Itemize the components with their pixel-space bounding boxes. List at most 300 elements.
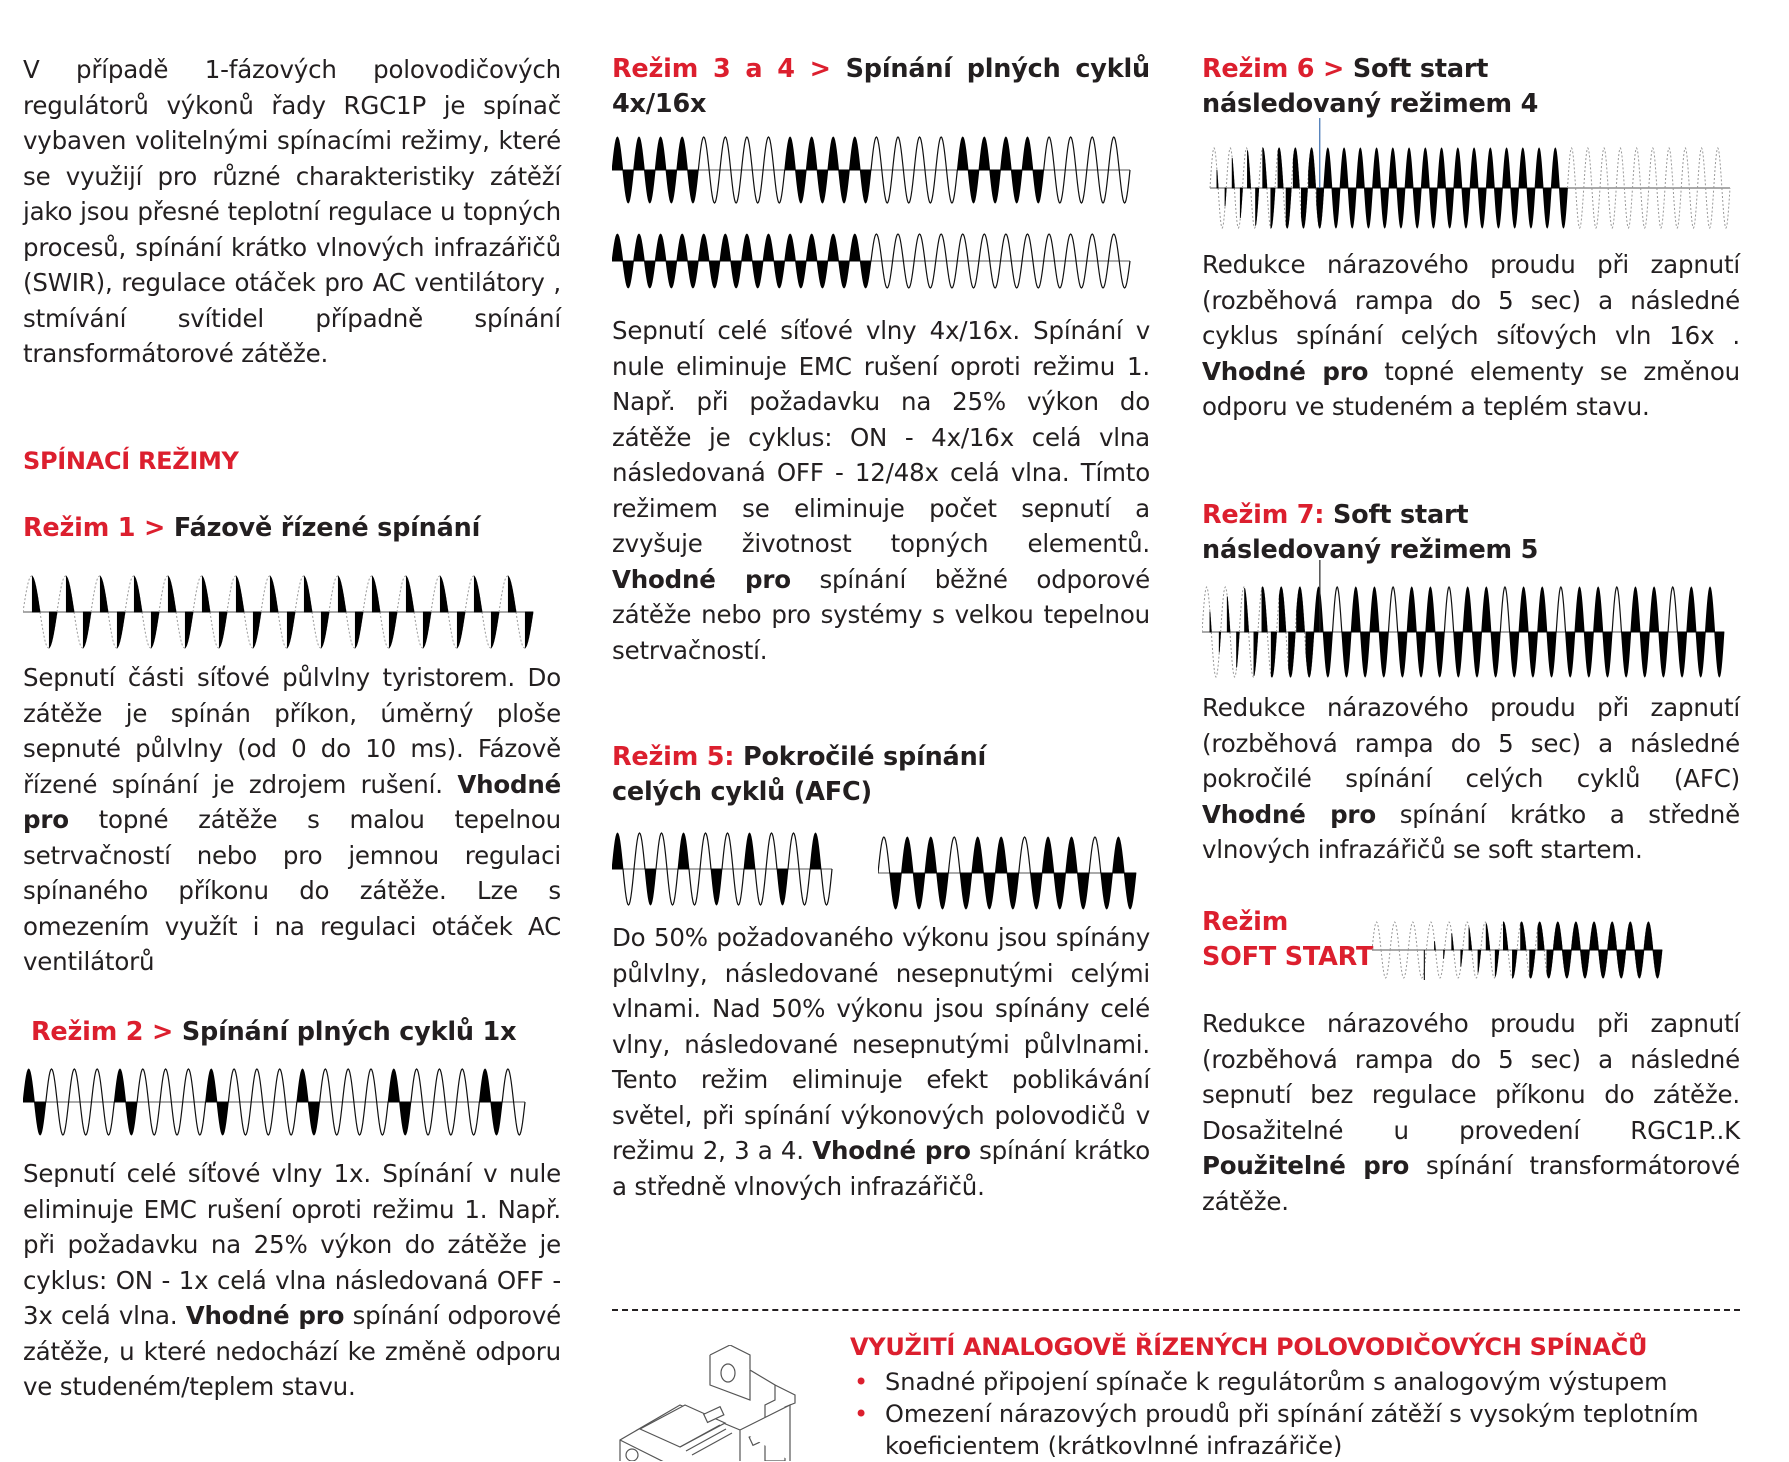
half-wave-partial [32, 576, 40, 612]
half-wave-off [914, 234, 925, 261]
half-wave-on [1389, 148, 1397, 188]
half-wave-partial [1262, 587, 1267, 632]
half-wave-off [1612, 587, 1621, 632]
half-wave-off [251, 1069, 262, 1102]
half-wave-on [1462, 188, 1470, 228]
half-wave-on [1351, 587, 1360, 632]
half-wave-on [806, 234, 817, 261]
half-wave-off [445, 1102, 456, 1135]
half-wave-partial [1521, 922, 1526, 950]
half-wave-on [1659, 632, 1668, 677]
mode6-suitable-text: topné elementy se změnou odporu ve studeném a teplém stavu. [1202, 356, 1741, 421]
half-wave-off [878, 837, 890, 873]
half-wave-partial [287, 612, 295, 648]
half-wave-reference [1665, 148, 1673, 188]
half-wave-on [1559, 188, 1567, 228]
mode34-waveform-4x [612, 136, 1132, 204]
half-wave-reference [1608, 188, 1616, 228]
half-wave-off [763, 137, 774, 170]
half-wave-on [1482, 587, 1491, 632]
half-wave-reference [1435, 950, 1444, 978]
half-wave-on [1429, 188, 1437, 228]
half-wave-partial [508, 576, 516, 612]
half-wave-on [1519, 587, 1528, 632]
half-wave-on [1547, 632, 1556, 677]
half-wave-reference [1408, 922, 1417, 950]
half-wave-partial [304, 576, 312, 612]
half-wave-on [960, 873, 972, 909]
half-wave-on [1494, 188, 1502, 228]
half-wave-on [388, 1069, 399, 1102]
half-wave-reference [1657, 188, 1665, 228]
half-wave-on [972, 837, 984, 873]
half-wave-off [1087, 234, 1098, 261]
half-wave-reference [1641, 188, 1649, 228]
half-wave-on [1364, 188, 1372, 228]
half-wave-on [677, 234, 688, 261]
half-wave-on [1653, 950, 1662, 978]
mode1-text: Sepnutí části síťové půlvlny tyristorem. Do zátěže je spínán příkon, úměrný ploše sepnuté půlvlny (od 0 do 10 ms). Fázově řízené spínání je zdrojem rušení. [23, 663, 561, 799]
half-wave-off [1098, 170, 1109, 203]
half-wave-on [655, 234, 666, 261]
half-wave-on [1007, 873, 1019, 909]
half-wave-reference [1624, 188, 1632, 228]
half-wave-on [913, 873, 925, 909]
half-wave-off [194, 1102, 205, 1135]
half-wave-on [1438, 148, 1446, 188]
half-wave-on [1356, 148, 1364, 188]
half-wave-on [1503, 148, 1511, 188]
half-wave-partial [474, 576, 482, 612]
half-wave-off [1076, 261, 1087, 288]
half-wave-off [80, 1102, 91, 1135]
mode1-title: Fázově řízené spínání [173, 513, 481, 543]
mode2-title: Spínání plných cyklů 1x [181, 1017, 517, 1047]
half-wave-on [1553, 922, 1562, 950]
half-wave-on [1687, 587, 1696, 632]
half-wave-reference [1689, 188, 1697, 228]
half-wave-on [1528, 632, 1537, 677]
soft-label-line1: Režim [1202, 907, 1289, 937]
half-wave-partial [49, 612, 57, 648]
mode34-waveform-16x [612, 232, 1132, 290]
half-wave-reference [1600, 148, 1608, 188]
half-wave-off [1108, 234, 1119, 261]
mode34-suitable-text: spínání běžné odporové zátěže nebo pro systémy s velkou tepelnou setrvačností. [612, 564, 1150, 665]
half-wave-partial [321, 612, 329, 648]
half-wave-on [795, 170, 806, 203]
half-wave-on [995, 837, 1007, 873]
half-wave-off [502, 1069, 513, 1102]
half-wave-partial [491, 612, 499, 648]
mode2-label: Režim 2 > [31, 1017, 174, 1047]
half-wave-on [1416, 632, 1425, 677]
half-wave-partial [1247, 150, 1250, 188]
half-wave-partial [270, 576, 278, 612]
half-wave-partial [1306, 632, 1314, 677]
half-wave-partial [219, 612, 227, 648]
intro-text: V případě 1-fázových polovodičových regulátorů výkonů řady RGC1P je spínač vybaven volitelnými spínacími režimy, které se využijí pro různé charakteristiky zátěží jako jsou přesné teplotní regulace u topných procesů, spínání krátko vlnových infrazářičů (SWIR), regulace otáček pro AC ventilátory , stmívání svítidel případně spínání transformátorové zátěže. [23, 55, 561, 368]
half-wave-partial [1317, 188, 1324, 228]
half-wave-reference [1649, 148, 1657, 188]
mode2-suitable-text: spínání odporové zátěže, u které nedochází ke změně odporu ve studeném/teplem stavu. [23, 1301, 562, 1401]
half-wave-on [1342, 632, 1351, 677]
half-wave-partial [423, 612, 431, 648]
half-wave-on [1580, 950, 1589, 978]
half-wave-off [925, 170, 936, 203]
mode6-heading [1202, 52, 1582, 122]
half-wave-partial [338, 576, 346, 612]
half-wave-on [1635, 950, 1644, 978]
half-wave-off [183, 1069, 194, 1102]
half-wave-off [1065, 234, 1076, 261]
half-wave-on [777, 869, 788, 905]
half-wave-partial [168, 576, 176, 612]
half-wave-off [656, 833, 667, 869]
half-wave-off [742, 137, 753, 170]
half-wave-on [1478, 188, 1486, 228]
half-wave-on [1551, 148, 1559, 188]
half-wave-partial [457, 612, 465, 648]
half-wave-off [411, 1069, 422, 1102]
half-wave-on [979, 137, 990, 170]
mode6-label: Režim 6 > [1202, 54, 1345, 84]
half-wave-on [1370, 587, 1379, 632]
half-wave-on [1042, 837, 1054, 873]
half-wave-reference [1417, 950, 1426, 978]
half-wave-partial [1289, 632, 1296, 677]
half-wave-on [860, 170, 871, 203]
mode1-description [23, 660, 561, 980]
half-wave-on [1101, 873, 1113, 909]
half-wave-off [1089, 837, 1101, 873]
soft-text: Redukce nárazového proudu při zapnutí (rozběhová rampa do 5 sec) a následné sepnutí bez regulace příkonu do zátěže. Dosažitelné u provedení RGC1P..K [1202, 1009, 1740, 1145]
half-wave-on [1332, 188, 1340, 228]
half-wave-on [849, 234, 860, 261]
half-wave-on [901, 837, 913, 873]
mode7-suitable-label: Vhodné pro [1202, 799, 1376, 829]
half-wave-on [1446, 188, 1454, 228]
half-wave-on [644, 261, 655, 288]
mode1-heading [23, 511, 563, 546]
half-wave-off [1333, 587, 1342, 632]
half-wave-off [731, 170, 742, 203]
half-wave-on [1705, 587, 1714, 632]
half-wave-on [828, 234, 839, 261]
half-wave-on [1640, 632, 1649, 677]
half-wave-off [1076, 170, 1087, 203]
half-wave-partial [1278, 148, 1283, 188]
mode34-description [612, 313, 1150, 668]
mode2-heading [31, 1015, 571, 1050]
half-wave-on [774, 261, 785, 288]
half-wave-partial [134, 576, 142, 612]
half-wave-on [1397, 188, 1405, 228]
half-wave-partial [1512, 950, 1517, 978]
half-wave-off [893, 137, 904, 170]
half-wave-on [1470, 148, 1478, 188]
half-wave-partial [1530, 950, 1535, 978]
half-wave-partial [1256, 188, 1259, 226]
half-wave-reference [1706, 188, 1714, 228]
half-wave-on [666, 261, 677, 288]
half-wave-on [1340, 148, 1348, 188]
half-wave-partial [202, 576, 210, 612]
soft-heading [1202, 905, 1373, 975]
soft-description [1202, 1006, 1740, 1219]
mode5-suitable-text: spínání krátko a středně vlnových infrazářičů. [612, 1136, 1151, 1201]
half-wave-partial [1271, 632, 1276, 677]
half-wave-partial [253, 612, 261, 648]
half-wave-off [947, 170, 958, 203]
half-wave-off [733, 869, 744, 905]
half-wave-off [979, 234, 990, 261]
half-wave-on [1454, 148, 1462, 188]
mode5-suitable-label: Vhodné pro [812, 1136, 971, 1165]
half-wave-off [957, 234, 968, 261]
analog-section-title: VYUŽITÍ ANALOGOVĚ ŘÍZENÝCH POLOVODIČOVÝCH SPÍNAČŮ [850, 1333, 1648, 1361]
half-wave-off [893, 234, 904, 261]
half-wave-off [1108, 137, 1119, 170]
half-wave-off [766, 833, 777, 869]
half-wave-off [903, 170, 914, 203]
half-wave-partial [440, 576, 448, 612]
half-wave-on [666, 170, 677, 203]
half-wave-off [882, 261, 893, 288]
half-wave-partial [372, 576, 380, 612]
half-wave-on [1535, 148, 1543, 188]
half-wave-on [1435, 632, 1444, 677]
half-wave-reference [1576, 188, 1584, 228]
half-wave-off [925, 261, 936, 288]
half-wave-off [103, 1102, 114, 1135]
half-wave-partial [389, 612, 397, 648]
half-wave-on [890, 873, 902, 909]
mode5-heading [612, 740, 1032, 810]
half-wave-off [1444, 587, 1453, 632]
half-wave-on [688, 261, 699, 288]
half-wave-on [1543, 188, 1551, 228]
half-wave-on [937, 873, 949, 909]
half-wave-off [871, 137, 882, 170]
half-wave-on [990, 170, 1001, 203]
half-wave-on [817, 261, 828, 288]
half-wave-reference [1426, 922, 1435, 950]
half-wave-off [171, 1102, 182, 1135]
half-wave-partial [1309, 148, 1316, 188]
mode6-suitable-label: Vhodné pro [1202, 356, 1369, 386]
half-wave-on [1022, 137, 1033, 170]
half-wave-on [1054, 873, 1066, 909]
half-wave-on [1594, 587, 1603, 632]
half-wave-off [698, 137, 709, 170]
mode2-waveform [23, 1068, 528, 1140]
half-wave-reference [1399, 950, 1408, 978]
half-wave-off [377, 1102, 388, 1135]
half-wave-off [634, 833, 645, 869]
half-wave-on [644, 170, 655, 203]
half-wave-on [612, 234, 623, 261]
half-wave-on [612, 833, 623, 869]
mode7-text: Redukce nárazového proudu při zapnutí (rozběhová rampa do 5 sec) a následné pokročilé spínání celých cyklů (AFC) [1202, 693, 1740, 793]
mode5-description [612, 920, 1150, 1204]
half-wave-on [810, 833, 821, 869]
half-wave-on [612, 137, 623, 170]
half-wave-on [114, 1069, 125, 1102]
half-wave-on [1562, 950, 1571, 978]
half-wave-off [1065, 137, 1076, 170]
half-wave-partial [1435, 941, 1436, 950]
half-wave-on [839, 170, 850, 203]
mode1-suitable-text: topné zátěže s malou tepelnou setrvačností nebo pro jemnou regulaci spínaného příkonu do zátěže. Lze s omezením využít i na regulaci otáček AC ventilátorů [23, 805, 561, 976]
half-wave-off [689, 869, 700, 905]
half-wave-off [1668, 587, 1677, 632]
mode6-waveform [1202, 118, 1742, 233]
half-wave-partial [406, 576, 414, 612]
half-wave-partial [1263, 148, 1267, 188]
soft-suitable-text: spínání transformátorové zátěže. [1202, 1151, 1740, 1216]
half-wave-partial [1227, 596, 1230, 632]
half-wave-partial [1495, 950, 1499, 977]
half-wave-off [228, 1069, 239, 1102]
half-wave-reference [1714, 148, 1722, 188]
half-wave-partial [1503, 922, 1508, 950]
half-wave-on [126, 1102, 137, 1135]
mode5-waveform-half [612, 832, 834, 906]
half-wave-off [1054, 261, 1065, 288]
mode34-title: Spínání plných cyklů 4x/16x [612, 54, 1150, 119]
half-wave-partial [185, 612, 193, 648]
half-wave-partial [1240, 188, 1242, 218]
half-wave-partial [1237, 632, 1240, 668]
half-wave-off [722, 833, 733, 869]
mode1-waveform [23, 572, 535, 652]
half-wave-on [1324, 148, 1332, 188]
half-wave-reference [1390, 922, 1399, 950]
half-wave-on [860, 261, 871, 288]
half-wave-on [731, 261, 742, 288]
half-wave-on [400, 1102, 411, 1135]
section-title: SPÍNACÍ REŽIMY [23, 447, 239, 475]
mode34-suitable-label: Vhodné pro [612, 564, 791, 594]
half-wave-on [742, 234, 753, 261]
half-wave-on [297, 1069, 308, 1102]
half-wave-off [91, 1069, 102, 1102]
half-wave-off [57, 1102, 68, 1135]
half-wave-on [206, 1069, 217, 1102]
half-wave-partial [100, 576, 108, 612]
analog-benefit-item: • Snadné připojení spínače k regulátorům s analogovým výstupem [850, 1366, 1750, 1398]
half-wave-on [720, 234, 731, 261]
mode7-suitable-text: spínání krátko a středně vlnových infrazářičů se soft startem. [1202, 799, 1740, 864]
half-wave-on [1486, 148, 1494, 188]
half-wave-off [274, 1069, 285, 1102]
half-wave-on [1426, 587, 1435, 632]
mode6-text: Redukce nárazového proudu při zapnutí (rozběhová rampa do 5 sec) a následné cyklus spínání celých síťových vln 16x . [1202, 250, 1740, 350]
half-wave-on [1113, 837, 1125, 873]
half-wave-reference [1568, 148, 1576, 188]
mode6-title: Soft start následovaný režimem 4 [1202, 54, 1539, 119]
mode2-text: Sepnutí celé síťové vlny 1x. Spínání v nule eliminuje EMC rušení oproti režimu 1. Např. při požadavku na 25% výkon do zátěže je cyklus: ON - 1x celá vlna následovaná OFF - 3x celá vlna. [23, 1159, 561, 1330]
half-wave-on [1001, 137, 1012, 170]
half-wave-off [422, 1102, 433, 1135]
half-wave-on [1381, 188, 1389, 228]
half-wave-on [1631, 587, 1640, 632]
half-wave-on [1379, 632, 1388, 677]
mode7-label: Režim 7: [1202, 500, 1325, 530]
half-wave-off [1001, 234, 1012, 261]
half-wave-off [947, 261, 958, 288]
half-wave-on [491, 1102, 502, 1135]
mode34-label: Režim 3 a 4 > [612, 54, 831, 84]
half-wave-on [1538, 587, 1547, 632]
half-wave-off [365, 1069, 376, 1102]
half-wave-partial [1444, 950, 1445, 959]
mode7-title: Soft start následovaný režimem 5 [1202, 500, 1539, 565]
half-wave-on [1715, 632, 1724, 677]
half-wave-off [1044, 137, 1055, 170]
half-wave-on [1510, 632, 1519, 677]
half-wave-on [1413, 188, 1421, 228]
half-wave-on [1124, 873, 1136, 909]
half-wave-on [1603, 632, 1612, 677]
half-wave-off [914, 137, 925, 170]
half-wave-off [1019, 837, 1031, 873]
half-wave-on [968, 170, 979, 203]
half-wave-partial [66, 576, 74, 612]
half-wave-on [849, 137, 860, 170]
soft-suitable-label: Použitelné pro [1202, 1151, 1410, 1180]
half-wave-partial [117, 612, 125, 648]
half-wave-off [1033, 261, 1044, 288]
half-wave-off [936, 234, 947, 261]
half-wave-off [1119, 261, 1130, 288]
mode7-heading [1202, 498, 1582, 568]
half-wave-on [957, 137, 968, 170]
half-wave-on [817, 170, 828, 203]
half-wave-on [709, 261, 720, 288]
half-wave-on [1454, 632, 1463, 677]
mode6-description [1202, 247, 1740, 425]
half-wave-on [1030, 873, 1042, 909]
mode34-text: Sepnutí celé síťové vlny 4x/16x. Spínání v nule eliminuje EMC rušení oproti režimu 1. Např. při požadavku na 25% výkon do zátěže je cyklus: ON - 4x/16x celá vlna následovaná OFF - 12/48x celá vlna. Tímto režimem se eliminuje počet sepnutí a zvyšuje životnost topných elementů. [612, 316, 1150, 558]
half-wave-off [821, 869, 832, 905]
half-wave-off [457, 1069, 468, 1102]
half-wave-on [698, 234, 709, 261]
half-wave-on [678, 833, 689, 869]
half-wave-on [984, 873, 996, 909]
half-wave-off [700, 833, 711, 869]
half-wave-off [342, 1069, 353, 1102]
half-wave-on [1011, 170, 1022, 203]
half-wave-on [752, 261, 763, 288]
section-divider [612, 1309, 1740, 1311]
half-wave-off [990, 261, 1001, 288]
mode7-description [1202, 690, 1740, 868]
half-wave-off [1556, 587, 1565, 632]
half-wave-off [774, 170, 785, 203]
half-wave-reference [1584, 148, 1592, 188]
half-wave-off [799, 869, 810, 905]
half-wave-on [1575, 587, 1584, 632]
half-wave-on [623, 170, 634, 203]
half-wave-off [137, 1069, 148, 1102]
half-wave-partial [1452, 934, 1454, 950]
half-wave-on [711, 869, 722, 905]
half-wave-on [1599, 950, 1608, 978]
half-wave-on [634, 137, 645, 170]
half-wave-off [240, 1102, 251, 1135]
